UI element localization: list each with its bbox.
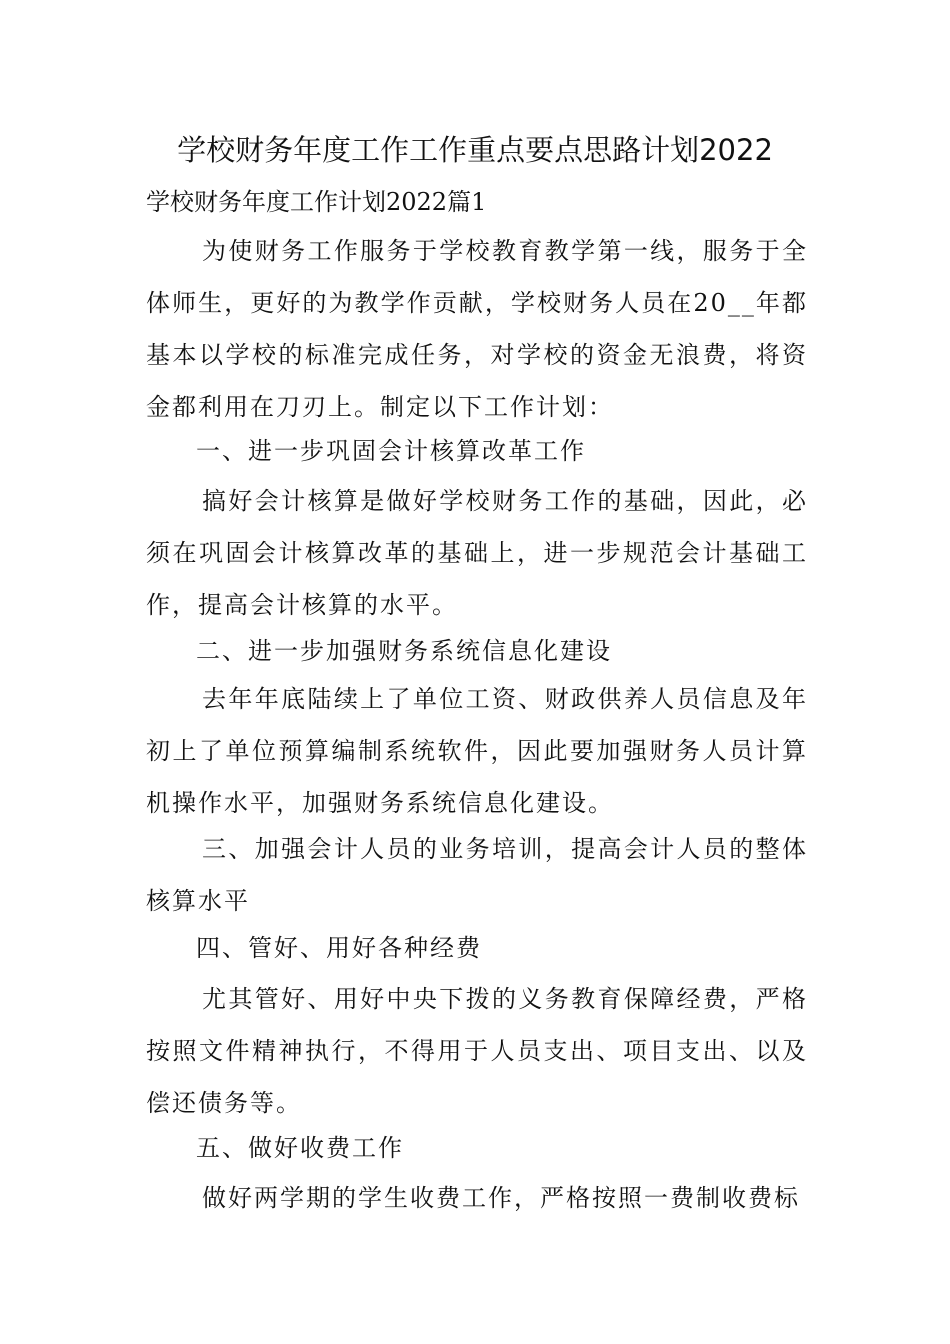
document-title: 学校财务年度工作工作重点要点思路计划2022 — [177, 133, 773, 167]
section-4-heading: 四、管好、用好各种经费 — [196, 934, 482, 962]
section-2-heading: 二、进一步加强财务系统信息化建设 — [196, 637, 612, 665]
section-5-paragraph: 做好两学期的学生收费工作，严格按照一费制收费标 — [202, 1184, 800, 1212]
section-2-paragraph: 去年年底陆续上了单位工资、财政供养人员信息及年初上了单位预算编制系统软件，因此要加强财务人员计算机操作水平，加强财务系统信息化建设。 — [146, 685, 808, 817]
section-1-paragraph: 搞好会计核算是做好学校财务工作的基础，因此，必须在巩固会计核算改革的基础上，进一步规范会计基础工作，提高会计核算的水平。 — [146, 487, 808, 619]
section-4-paragraph: 尤其管好、用好中央下拨的义务教育保障经费，严格按照文件精神执行，不得用于人员支出、项目支出、以及偿还债务等。 — [146, 985, 808, 1117]
section-5-heading: 五、做好收费工作 — [196, 1134, 404, 1162]
intro-paragraph: 为使财务工作服务于学校教育教学第一线，服务于全体师生，更好的为教学作贡献，学校财务人员在20__年都基本以学校的标准完成任务，对学校的资金无浪费，将资金都利用在刀刃上。制定以下工作计划： — [146, 237, 808, 421]
section-1-heading: 一、进一步巩固会计核算改革工作 — [196, 437, 586, 465]
document-subtitle: 学校财务年度工作计划2022篇1 — [146, 188, 487, 216]
section-3-heading: 三、加强会计人员的业务培训，提高会计人员的整体核算水平 — [146, 835, 808, 915]
